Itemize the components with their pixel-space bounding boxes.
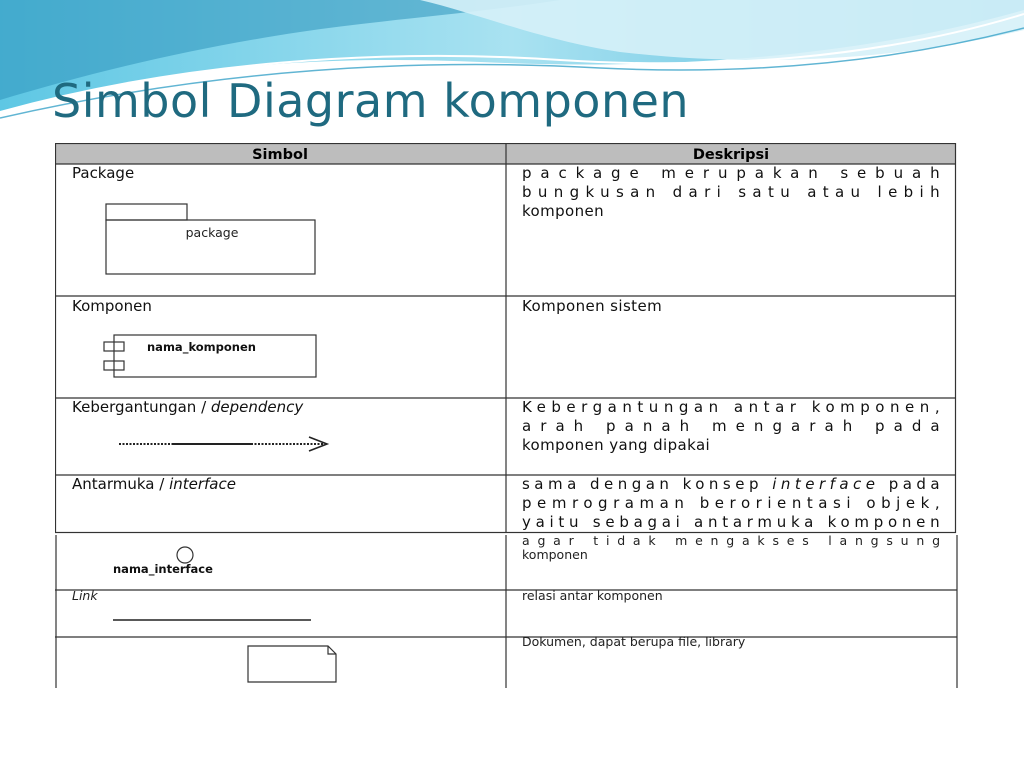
row-link-desc: relasi antar komponen — [522, 588, 663, 603]
slide-title: Simbol Diagram komponen — [52, 74, 690, 128]
row-dependency-desc-2: arah panah mengarah pada — [522, 417, 940, 435]
row-package-label: Package — [72, 164, 135, 182]
row-interface-cont-desc-1: agar tidak mengakses langsung — [522, 533, 940, 548]
row-interface-desc-2: pemrograman berorientasi objek, — [522, 494, 941, 512]
row-interface-label: Antarmuka / interface — [72, 475, 236, 493]
header-simbol: Simbol — [252, 147, 308, 163]
row-dependency-desc-3: komponen yang dipakai — [522, 436, 711, 454]
symbol-table — [55, 143, 958, 688]
package-tab — [106, 204, 187, 220]
header-deskripsi: Deskripsi — [692, 147, 770, 163]
row-dependency-desc-1: Kebergantungan antar komponen, — [522, 398, 940, 416]
row-interface-desc-3: yaitu sebagai antarmuka komponen — [522, 513, 940, 531]
row-package-desc-3: komponen — [522, 202, 605, 220]
row-komponen-label: Komponen — [72, 297, 152, 315]
component-symbol-label: nama_komponen — [147, 340, 256, 354]
interface-symbol-label: nama_interface — [113, 562, 213, 576]
document-icon — [248, 646, 336, 682]
package-symbol-label: package — [185, 225, 239, 240]
row-link-label: Link — [72, 588, 98, 603]
interface-circle-icon — [177, 547, 193, 563]
row-interface-cont-desc-2: komponen — [522, 547, 588, 562]
row-interface-desc-1: sama dengan konsep interface pada — [522, 475, 940, 493]
row-package-desc-2: bungkusan dari satu atau lebih — [522, 183, 941, 201]
row-komponen-desc: Komponen sistem — [522, 297, 663, 315]
row-dependency-label: Kebergantungan / dependency — [72, 398, 304, 416]
row-document-desc: Dokumen, dapat berupa file, library — [522, 634, 746, 649]
row-package-desc-1: package merupakan sebuah — [522, 164, 940, 182]
